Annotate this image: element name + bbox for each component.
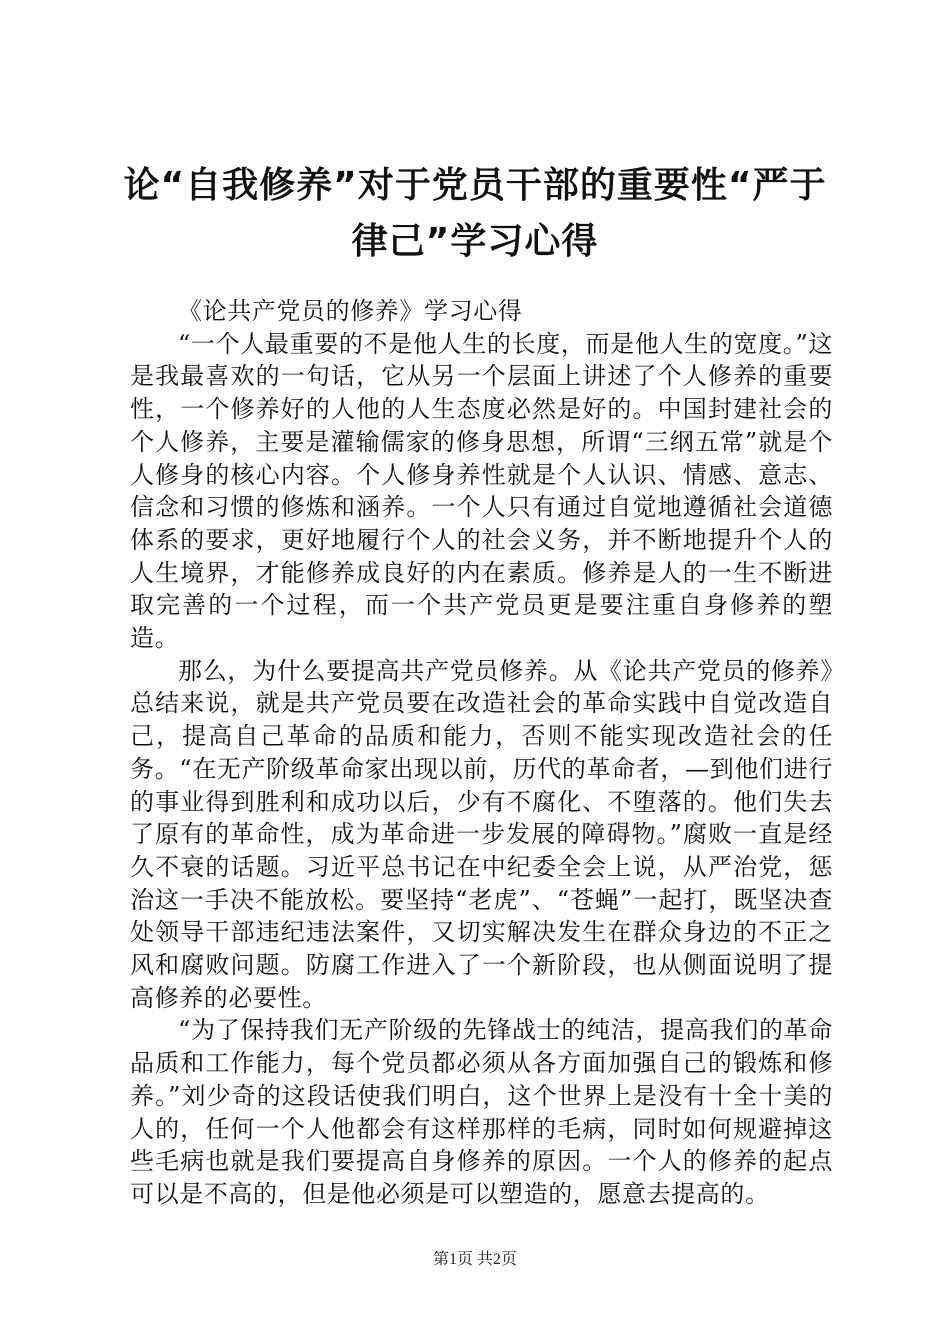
document-title — [110, 158, 840, 270]
body-paragraph-1: “一个人最重要的不是他人生的长度，而是他人生的宽度。”这是我最喜欢的一句话，它从另一个层面上讲述了个人修养的重要性，一个修养好的人他的人生态度必然是好的。中国封建社会的个人修养，主要是灌输儒家的修身思想，所谓“三纲五常”就是个人修身的核心内容。个人修身养性就是个人认识、情感、意志、信念和习惯的修炼和涵养。一个人只有通过自觉地遵循社会道德体系的要求，更好地履行个人的社会义务，并不断地提升个人的人生境界，才能修养成良好的内在素质。修养是人的一生不断进取完善的一个过程，而一个共产党员更是要注重自身修养的塑造。 — [130, 329, 833, 653]
document-body — [130, 295, 833, 1211]
subtitle-paragraph: 《论共产党员的修养》学习心得 — [178, 297, 523, 325]
body-paragraph-3: “为了保持我们无产阶级的先锋战士的纯洁，提高我们的革命品质和工作能力，每个党员都必须从各方面加强自己的锻炼和修养。”刘少奇的这段话使我们明白，这个世界上是没有十全十美的人的，任何一个人他都会有这样那样的毛病，同时如何规避掉这些毛病也就是我们要提高自身修养的原因。一个人的修养的起点可以是不高的，但是他必须是可以塑造的，愿意去提高的。 — [130, 1016, 833, 1208]
page-footer: 第1页 共2页 — [432, 1251, 517, 1268]
body-paragraph-2: 那么，为什么要提高共产党员修养。从《论共产党员的修养》总结来说，就是共产党员要在改造社会的革命实践中自觉改造自己，提高自己革命的品质和能力，否则不能实现改造社会的任务。“在无产阶级革命家出现以前，历代的革命者，—到他们进行的事业得到胜利和成功以后，少有不腐化、不堕落的。他们失去了原有的革命性，成为革命进一步发展的障碍物。”腐败一直是经久不衰的话题。习近平总书记在中纪委全会上说，从严治党，惩治这一手决不能放松。要坚持“老虎”、“苍蝇”一起打，既坚决查处领导干部违纪违法案件，又切实解决发生在群众身边的不正之风和腐败问题。防腐工作进入了一个新阶段，也从侧面说明了提高修养的必要性。 — [130, 656, 833, 1012]
title-line-1: 论“自我修养”对于党员干部的重要性“严于 — [123, 165, 827, 206]
title-line-2: 律己”学习心得 — [351, 221, 599, 262]
